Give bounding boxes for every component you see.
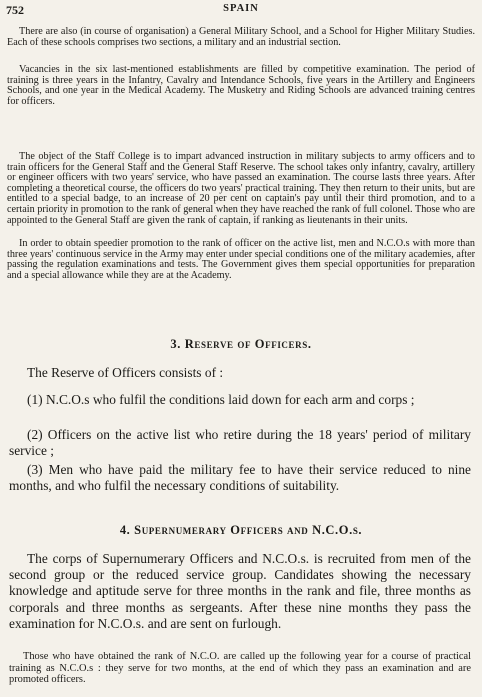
reserve-item: (1) N.C.O.s who fulfil the conditions laid down for each arm and corps ; xyxy=(27,392,415,407)
section-number: 4. xyxy=(119,523,131,537)
section-title: Reserve of Officers. xyxy=(184,337,312,351)
reserve-item: (2) Officers on the active list who retire during the 18 years' period of military service ; xyxy=(9,427,471,459)
page-header xyxy=(0,3,482,17)
reserve-item: (3) Men who have paid the military fee to have their service reduced to nine months, and who fulfil the necessary conditions of suitability. xyxy=(9,462,471,494)
reserve-intro: The Reserve of Officers consists of : xyxy=(27,365,224,380)
running-title: SPAIN xyxy=(223,3,259,14)
page-number: 752 xyxy=(6,3,24,17)
paragraph-vacancies: Vacancies in the six last-mentioned establishments are filled by competitive examination. The period of training is three years in the Infantry, Cavalry and Intendance Schools, five years in the Artillery and Engineers Schools, and one year in the Medical Academy. The Musketry and Riding Schools are advanced training centres for officers. xyxy=(7,64,475,107)
section-heading-supernumerary xyxy=(0,523,482,538)
section-number: 3. xyxy=(170,337,181,351)
supernumerary-note: Those who have obtained the rank of N.C.O. are called up the following year for a course of practical training as N.C.O.s : they serve for two months, at the end of which they pass an examination and are promoted officers. xyxy=(9,651,471,686)
supernumerary-paragraph: The corps of Supernumerary Officers and N.C.O.s. is recruited from men of the second group or the reduced service group. Candidates showing the necessary knowledge and aptitude serve for three months in the rank and file, three months as corporals and three months as sergeants. After these nine months they pass the examination for N.C.O.s. and are sent on furlough. xyxy=(9,551,471,631)
paragraph-promotion: In order to obtain speedier promotion to the rank of officer on the active list, men and N.C.O.s with more than three years' continuous service in the Army may enter under special conditions one of the military academies, after passing the regulation examinations and tests. The Government gives them special opportunities for preparation and a special allowance while they are at the Academy. xyxy=(7,238,475,281)
section-heading-reserve xyxy=(0,337,482,352)
section-title: Supernumerary Officers and N.C.O.s. xyxy=(134,523,363,537)
paragraph-schools: There are also (in course of organisation) a General Military School, and a School for Higher Military Studies. Each of these schools comprises two sections, a military and an industrial section. xyxy=(7,26,475,48)
paragraph-staff-college: The object of the Staff College is to impart advanced instruction in military subjects to army officers and to train officers for the General Staff and the General Staff Reserve. The school takes only infantry, cavalry, artillery or engineer officers with two years' service, who have passed an examination. The course lasts three years. After completing a theoretical course, the officers do two years' practical training. They then return to their units, but are entitled to a special badge, to an increase of 20 per cent on captain's pay until their third promotion, and to a certain priority in promotion to the rank of general when they have reached the rank of full colonel. Those who are appointed to the General Staff are given the rank of captain, if ranking as lieutenants in their units. xyxy=(7,151,475,226)
